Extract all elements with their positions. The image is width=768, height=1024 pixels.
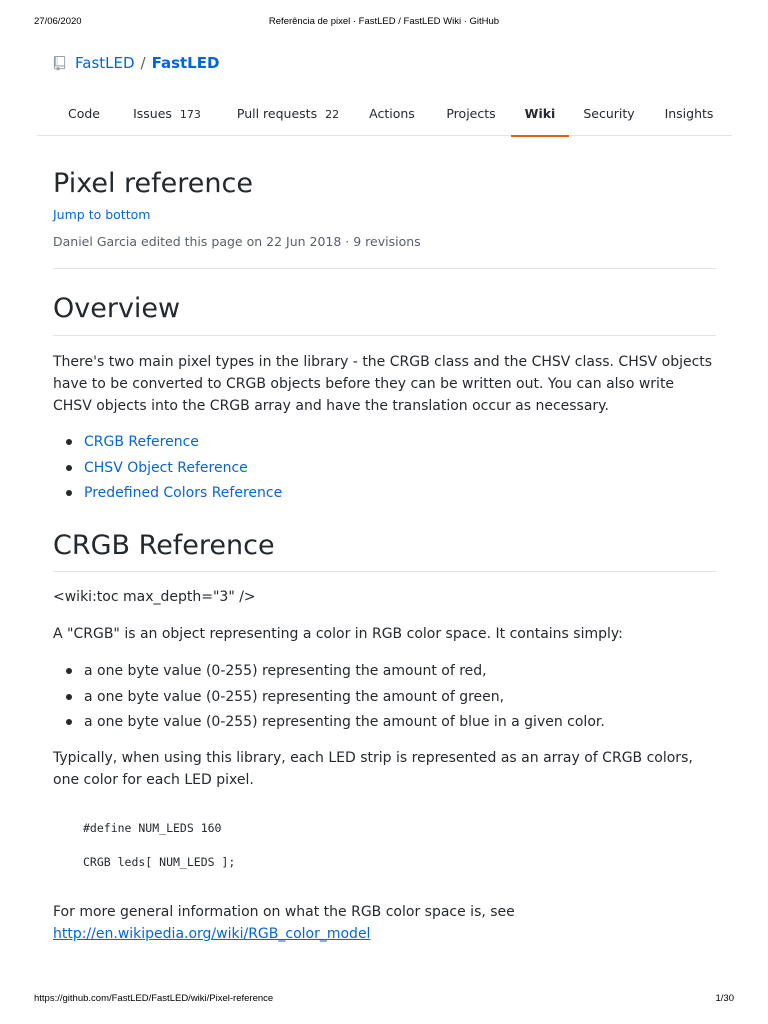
tab-insights[interactable] [655, 95, 723, 135]
tab-pull-requests[interactable] [226, 95, 350, 135]
list-item [53, 457, 282, 483]
rgb-color-model-link[interactable]: http://en.wikipedia.org/wiki/RGB_color_model [53, 926, 371, 942]
chsv-object-reference-link[interactable]: CHSV Object Reference [84, 459, 248, 476]
divider [53, 335, 716, 336]
tab-label: Insights [664, 106, 714, 121]
crgb-intro: A "CRGB" is an object representing a color in RGB color space. It contains simply: [53, 626, 623, 642]
tab-label: Security [583, 106, 635, 121]
tab-code[interactable] [53, 95, 115, 135]
list-item [53, 482, 282, 508]
crgb-reference-link[interactable]: CRGB Reference [84, 434, 199, 450]
print-header [34, 16, 734, 30]
code-line: #define NUM_LEDS 160 [83, 821, 222, 835]
divider [53, 571, 716, 572]
page-title: Pixel reference [53, 168, 253, 199]
bullet [66, 719, 72, 725]
print-footer [34, 993, 734, 1007]
list-item [53, 686, 605, 712]
print-url: https://github.com/FastLED/FastLED/wiki/Pixel-reference [34, 993, 274, 1004]
bullet [66, 490, 72, 496]
crgb-reference-heading: CRGB Reference [53, 530, 275, 561]
bullet [66, 465, 72, 471]
tab-label: Pull requests [236, 106, 318, 121]
tab-wiki[interactable] [511, 95, 569, 137]
pull-requests-count: 22 [325, 108, 340, 121]
repo-heading [53, 52, 219, 74]
print-date: 27/06/2020 [34, 16, 82, 27]
tab-label: Wiki [524, 106, 556, 121]
tab-issues[interactable] [124, 95, 210, 135]
print-page-number: 1/30 [715, 993, 734, 1004]
bullet [66, 439, 72, 445]
divider [53, 268, 716, 269]
tab-projects[interactable] [437, 95, 505, 135]
more-info-text: For more general information on what the RGB color space is, see [53, 904, 515, 920]
list-item [53, 660, 605, 686]
bullet [66, 694, 72, 700]
list-item-text: a one byte value (0-255) representing the amount of red, [84, 663, 487, 679]
issues-count: 173 [179, 108, 201, 121]
repo-nav-tabs [37, 95, 732, 136]
overview-paragraph: There's two main pixel types in the library - the CRGB class and the CHSV class. CHSV objects have to be converted to CRGB objects before they can be written out. You can also write CHSV objects into the CRGB array and have the translation occur as necessary. [53, 354, 713, 414]
tab-actions[interactable] [360, 95, 424, 135]
tab-label: Projects [446, 106, 496, 121]
list-item-text: a one byte value (0-255) representing the amount of green, [84, 688, 505, 705]
tab-label: Actions [369, 106, 415, 121]
repo-name-link[interactable]: FastLED [151, 54, 220, 72]
predefined-colors-reference-link[interactable]: Predefined Colors Reference [84, 485, 283, 501]
tab-label: Code [67, 106, 100, 121]
print-title: Referência de pixel · FastLED / FastLED Wiki · GitHub [268, 16, 500, 27]
wiki-toc-text: <wiki:toc max_depth="3" /> [53, 589, 256, 605]
tab-label: Issues [133, 106, 172, 121]
page-meta: Daniel Garcia edited this page on 22 Jun 2018 · 9 revisions [53, 234, 421, 249]
tab-security[interactable] [577, 95, 641, 135]
list-item [53, 711, 605, 737]
repo-separator: / [140, 54, 146, 72]
crgb-components-list [53, 660, 605, 737]
bullet [66, 668, 72, 674]
overview-links-list [53, 431, 282, 508]
repo-icon [53, 56, 66, 71]
more-info-paragraph [53, 901, 716, 945]
list-item [53, 431, 282, 457]
jump-to-bottom-link[interactable]: Jump to bottom [53, 207, 151, 222]
overview-heading: Overview [53, 293, 181, 324]
typically-paragraph: Typically, when using this library, each LED strip is represented as an array of CRGB colors, one color for each LED pixel. [53, 750, 693, 788]
code-line: CRGB leds[ NUM_LEDS ]; [83, 855, 236, 869]
repo-owner-link[interactable]: FastLED [75, 54, 135, 72]
list-item-text: a one byte value (0-255) representing the amount of blue in a given color. [84, 714, 605, 730]
